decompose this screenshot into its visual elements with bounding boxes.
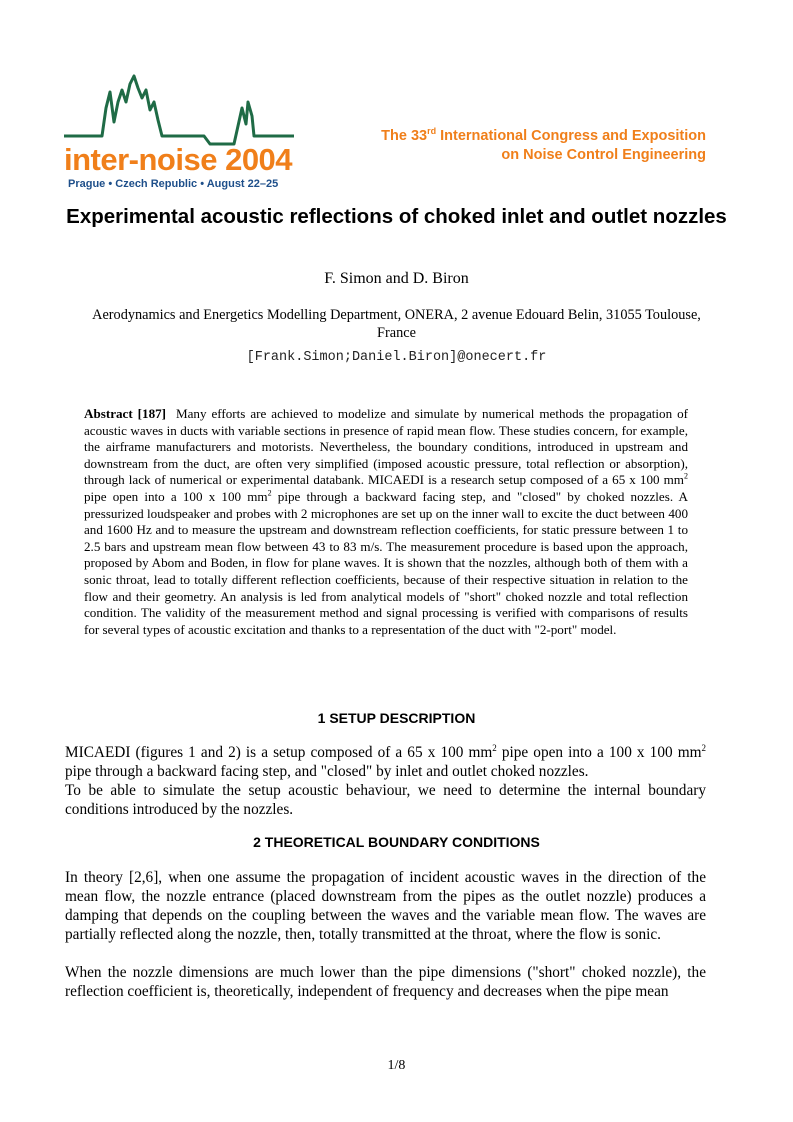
section-2-paragraph-2: When the nozzle dimensions are much lower than the pipe dimensions ("short" choked nozzle), the reflection coefficient is, theoretically, independent of frequency and decreases when the pipe mean — [65, 964, 706, 1000]
logo-wordmark: inter-noise 2004 — [64, 142, 293, 177]
conference-logo — [64, 72, 294, 192]
congress-line-1: The 33rd International Congress and Exposition — [381, 126, 706, 144]
congress-header — [381, 122, 706, 165]
paper-email: [Frank.Simon;Daniel.Biron]@onecert.fr — [246, 350, 547, 365]
abstract-label: Abstract [187] — [84, 406, 167, 421]
paper-affiliation: Aerodynamics and Energetics Modelling Department, ONERA, 2 avenue Edouard Belin, 31055 Toulouse, France — [92, 307, 701, 341]
abstract: Abstract [187] Many efforts are achieved to modelize and simulate by numerical methods the propagation of acoustic waves in ducts with variable sections in presence of rapid mean flow. These studies concern, for example, the airframe manufacturers and motorists. Nevertheless, the boundary conditions, introduced in upstream and downstream from the duct, are often very simplified (imposed acoustic pressure, total reflection or absorption), through lack of numerical or experimental databank. MICAEDI is a research setup composed of a 65 x 100 $mm^2$ pipe open into a 100 x 100 $mm^2$ pipe through a backward facing step, and "closed" by choked nozzles. A pressurized loudspeaker and probes with 2 microphones are set up on the inner wall to excite the duct between 400 and 1600 Hz and to measure the upstream and downstream reflection coefficients, for static pressure between 1 to 2.5 bars and upstream mean flow between 43 to 83 m/s. The measurement procedure is based upon the approach, proposed by Abom and Boden, in flow for plane waves. It is shown that the nozzles, although both of them with a sonic throat, lead to totally different reflection coefficients, because of their respective situation in relation to the flow and their geometry. An analysis is led from analytical models of "short" choked nozzle and total reflection condition. The validity of the measurement method and signal processing is verified with comparisons of results for several types of acoustic excitation and thanks to a representation of the duct with "2-port" model. — [84, 406, 689, 637]
section-1-paragraph-1: MICAEDI (figures 1 and 2) is a setup composed of a 65 x 100 $mm^2$ pipe open into a 100 x 100 $mm^2$ pipe through a backward facing step, and "closed" by inlet and outlet choked nozzles. — [65, 742, 706, 780]
logo-subtitle: Prague • Czech Republic • August 22–25 — [68, 178, 279, 190]
section-1-heading: 1 SETUP DESCRIPTION — [317, 710, 476, 726]
paper-authors: F. Simon and D. Biron — [324, 270, 469, 287]
page-number: 1/8 — [387, 1058, 406, 1073]
section-2-paragraph-1: In theory [2,6], when one assume the propagation of incident acoustic waves in the direction of the mean flow, the nozzle entrance (placed downstream from the pipes as the outlet nozzle) produces a damping that depends on the coupling between the waves and the variable mean flow. The waves are partially reflected along the nozzle, then, totally transmitted at the throat, where the flow is sonic. — [65, 869, 706, 943]
section-1-paragraph-2: To be able to simulate the setup acoustic behaviour, we need to determine the internal boundary conditions introduced by the nozzles. — [65, 782, 706, 818]
paper-title: Experimental acoustic reflections of choked inlet and outlet nozzles — [66, 205, 727, 228]
section-2-heading: 2 THEORETICAL BOUNDARY CONDITIONS — [253, 834, 540, 850]
skyline-icon — [64, 72, 294, 146]
congress-line-2: on Noise Control Engineering — [501, 146, 706, 163]
